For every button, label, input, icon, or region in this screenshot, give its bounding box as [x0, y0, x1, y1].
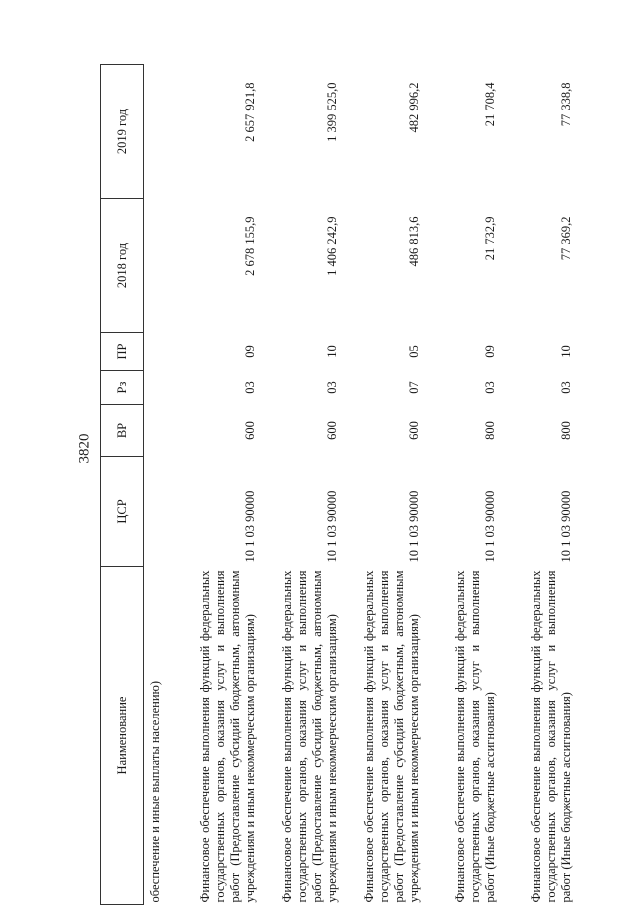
row-2018: 486 813,6: [407, 216, 421, 267]
row-name: Финансовое обеспечение выполнения функций федеральных государственных органов, оказания услуг и выполнения работ (Предоставление субсидий бюджетным, автономным учреждениям и иным некоммерческим организациям): [198, 570, 257, 903]
budget-table-sheet: [100, 65, 605, 905]
row-rz: 07: [407, 381, 421, 394]
row-2018: 21 732,9: [483, 216, 497, 261]
header-2019: 2019 год: [101, 65, 144, 199]
row-2019: 2 657 921,8: [243, 82, 257, 142]
row-csr: 10 1 03 90000: [407, 490, 421, 563]
row-csr: 10 1 03 90000: [243, 490, 257, 563]
row-csr: 10 1 03 90000: [325, 490, 339, 563]
row-rz: 03: [559, 381, 573, 394]
header-rz: Рз: [101, 371, 144, 405]
row-2019: 21 708,4: [483, 82, 497, 127]
table-row: [342, 65, 424, 905]
row-name: Финансовое обеспечение выполнения функций федеральных государственных органов, оказания услуг и выполнения работ (Предоставление субсидий бюджетным, автономным учреждениям и иным некоммерческим организациям): [280, 570, 339, 903]
row-rz: 03: [483, 381, 497, 394]
continuation-text: обеспечение и иные выплаты населению): [148, 680, 162, 903]
row-vr: 600: [243, 421, 257, 440]
row-vr: 800: [483, 421, 497, 440]
row-vr: 600: [325, 421, 339, 440]
row-name: Финансовое обеспечение выполнения функций федеральных государственных органов, оказания услуг и выполнения работ (Предоставление субсидий бюджетным, автономным учреждениям и иным некоммерческим организациям): [362, 570, 421, 903]
header-csr: ЦСР: [101, 457, 144, 567]
header-2018: 2018 год: [101, 199, 144, 333]
row-2019: 482 996,2: [407, 82, 421, 133]
header-name: Наименование: [101, 567, 144, 905]
row-2018: 77 369,2: [559, 216, 573, 261]
table-row: [424, 65, 500, 905]
continuation-row: [144, 65, 179, 905]
row-pr: 09: [243, 345, 257, 358]
page-number: 3820: [76, 433, 93, 464]
row-vr: 600: [407, 421, 421, 440]
row-2019: 1 399 525,0: [325, 82, 339, 142]
row-csr: 10 1 03 90000: [559, 490, 573, 563]
row-csr: 10 1 03 90000: [483, 490, 497, 563]
header-vr: ВР: [101, 405, 144, 457]
row-2018: 2 678 155,9: [243, 216, 257, 276]
table-row: [500, 65, 576, 905]
row-name: Финансовое обеспечение выполнения функций федеральных государственных органов, оказания услуг и выполнения работ (Иные бюджетные ассигнования): [453, 570, 497, 903]
row-2019: 77 338,8: [559, 82, 573, 127]
row-pr: 10: [559, 345, 573, 358]
row-2018: 1 406 242,9: [325, 216, 339, 276]
row-pr: 10: [325, 345, 339, 358]
row-pr: 05: [407, 345, 421, 358]
row-rz: 03: [243, 381, 257, 394]
row-rz: 03: [325, 381, 339, 394]
row-name: Финансовое обеспечение выполнения функций федеральных государственных органов, оказания услуг и выполнения работ (Иные бюджетные ассигнования): [529, 570, 573, 903]
budget-table: [100, 64, 576, 905]
table-header-row: [101, 65, 144, 905]
table-row: [178, 65, 260, 905]
table-row: [260, 65, 342, 905]
header-pr: ПР: [101, 333, 144, 371]
row-vr: 800: [559, 421, 573, 440]
row-pr: 09: [483, 345, 497, 358]
